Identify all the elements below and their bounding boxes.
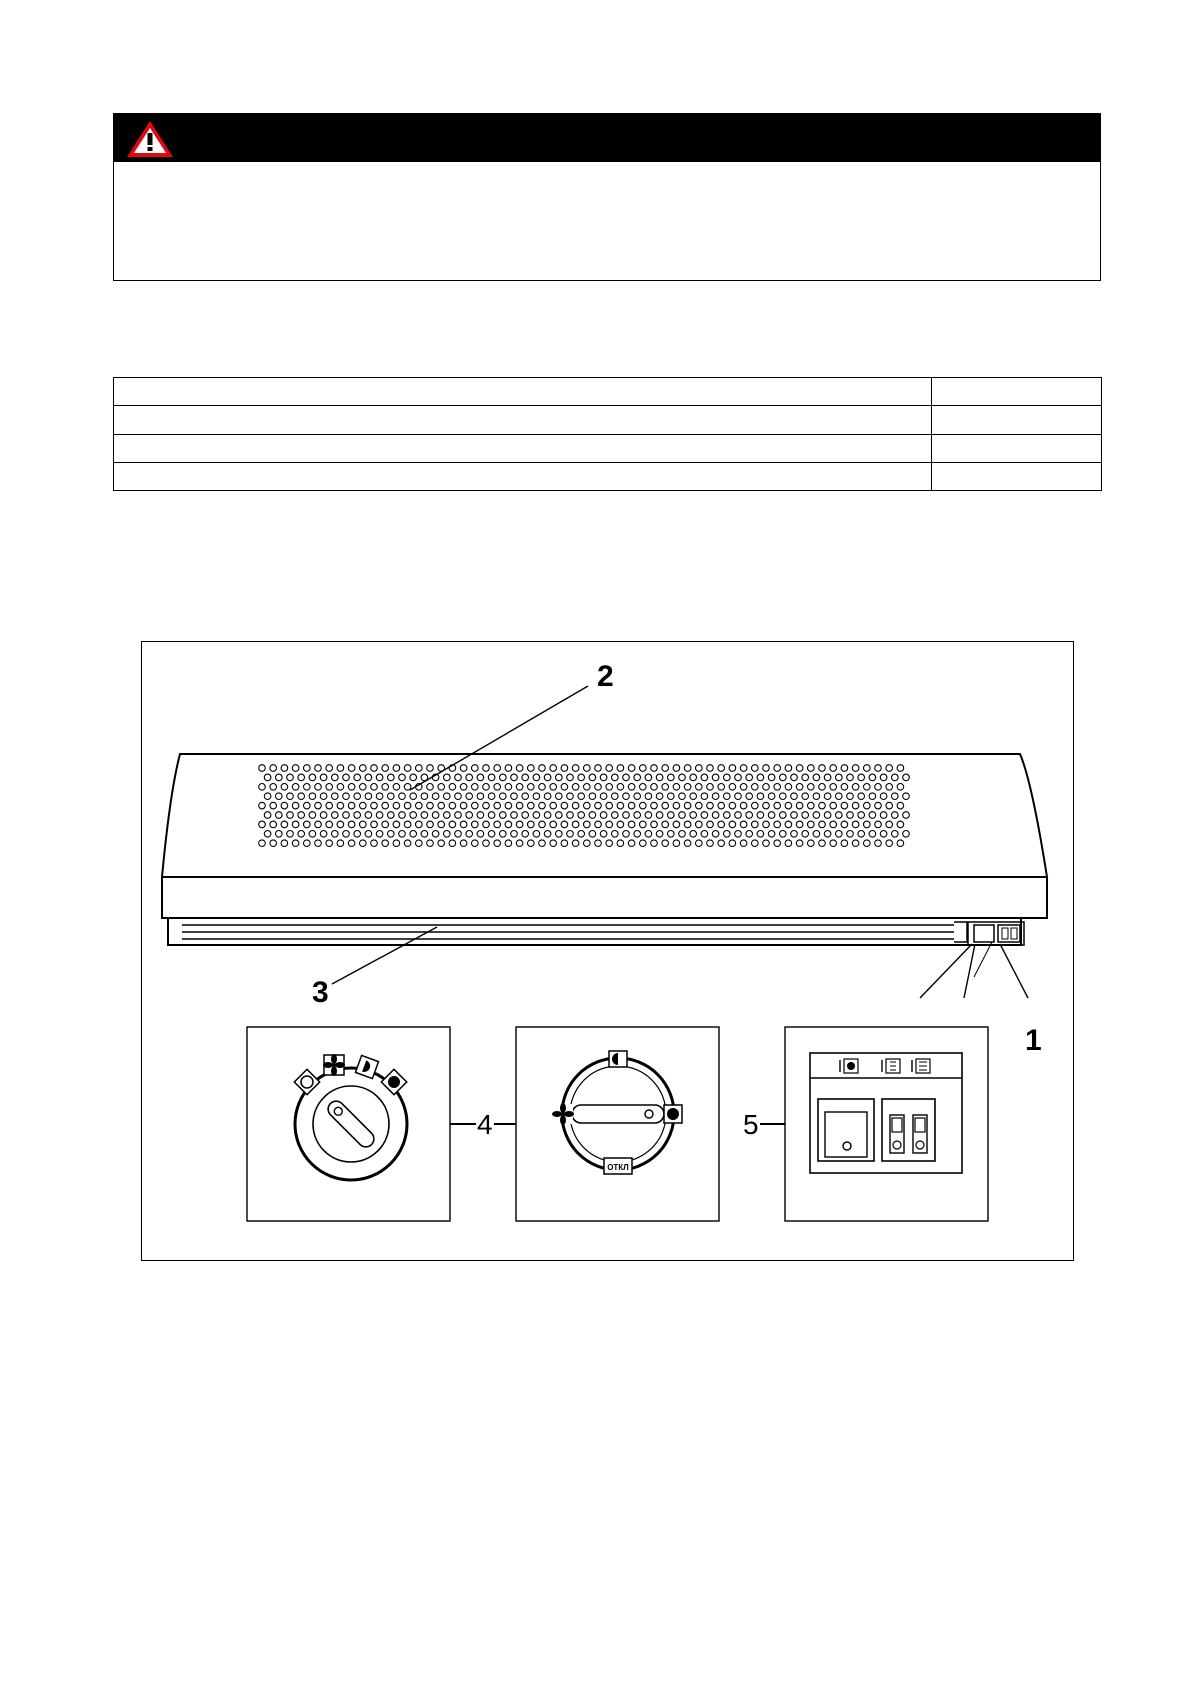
fan-icon [552, 1103, 574, 1125]
table-cell [114, 406, 932, 434]
dial-panel-b [516, 1027, 719, 1221]
table-row [114, 378, 1102, 406]
warning-text [114, 162, 1100, 280]
table-row [114, 434, 1102, 462]
table-cell [932, 434, 1102, 462]
table-cell [932, 462, 1102, 490]
callout-4: 4 [477, 1109, 493, 1140]
spec-table [113, 377, 1102, 491]
table-row [114, 406, 1102, 434]
table-cell [114, 462, 932, 490]
dial-panel-a [247, 1027, 450, 1221]
fan-icon [323, 1054, 345, 1076]
callout-5: 5 [743, 1109, 759, 1140]
device-figure [141, 641, 1074, 1261]
rocker-switch-icon [882, 1099, 935, 1161]
callout-2: 2 [597, 660, 614, 693]
table-cell [114, 434, 932, 462]
table-cell [114, 378, 932, 406]
dial-off-label: ОТКЛ [607, 1163, 629, 1172]
warning-triangle-icon [124, 118, 176, 160]
full-heat-icon [664, 1105, 682, 1123]
half-heat-icon [609, 1051, 627, 1067]
warning-header-bar [114, 114, 1100, 162]
rocker-switch-icon [818, 1099, 874, 1161]
device-body [162, 754, 1047, 945]
table-row [114, 462, 1102, 490]
warning-box [113, 113, 1101, 281]
device-drawing [142, 642, 1073, 1260]
table-cell [932, 406, 1102, 434]
switch-panel [785, 1027, 988, 1221]
table-cell [932, 378, 1102, 406]
callout-3: 3 [312, 976, 329, 1009]
callout-1: 1 [1025, 1024, 1042, 1057]
